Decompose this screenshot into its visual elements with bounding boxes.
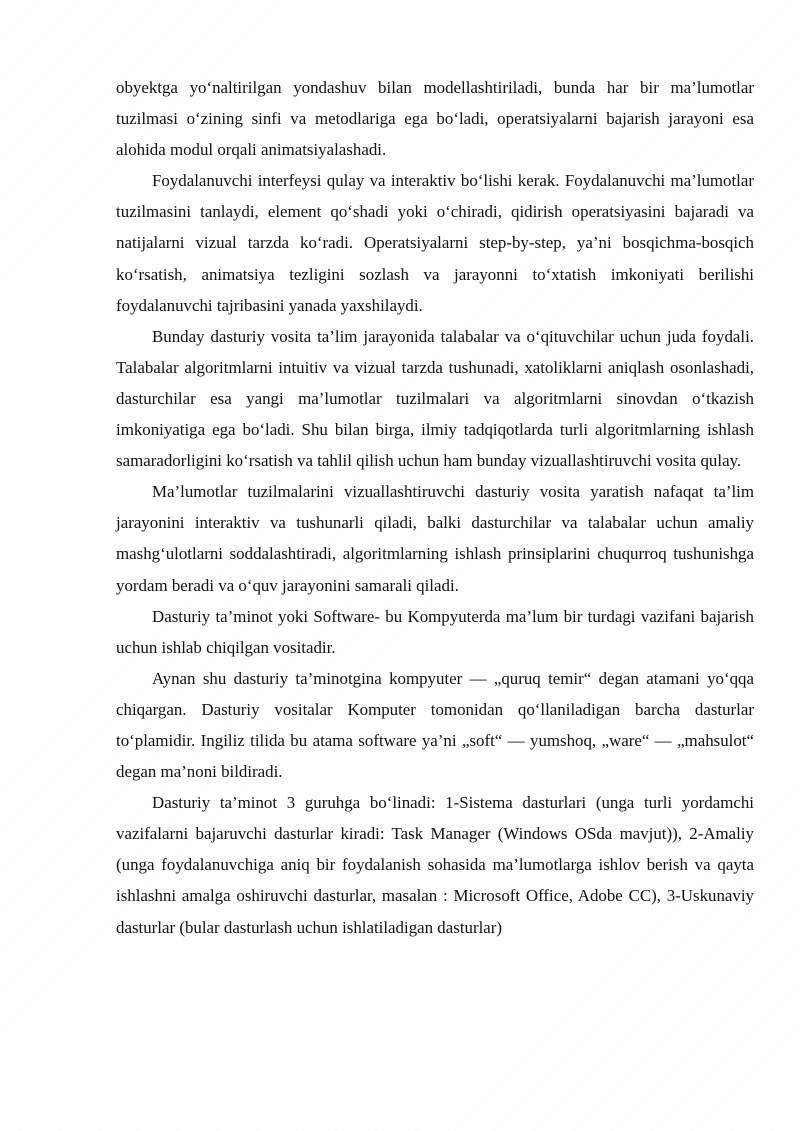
paragraph-3: Bunday dasturiy vosita ta’lim jarayonida talabalar va o‘qituvchilar uchun juda foydali. Talabalar algoritmlarni intuitiv va vizual tarzda tushunadi, xatoliklarni aniqlash osonlashadi, dasturchilar esa yangi ma’lumotlar tuzilmalari va algoritmlarni sinovdan o‘tkazish imkoniyatiga ega bo‘ladi. Shu bilan birga, ilmiy tadqiqotlarda turli algoritmlarning ishlash samaradorligini ko‘rsatish va tahlil qilish uchun ham bunday vizuallashtiruvchi vosita qulay.: [116, 326, 754, 471]
paragraph-4: Ma’lumotlar tuzilmalarini vizuallashtiruvchi dasturiy vosita yaratish nafaqat ta’lim jarayonini interaktiv va tushunarli qiladi, balki dasturchilar va talabalar uchun amaliy mashg‘ulotlarni soddalashtiradi, algoritmlarning ishlash prinsiplarini chuqurroq tushunishga yordam beradi va o‘quv jarayonini samarali qiladi.: [116, 482, 754, 595]
paragraph-5: Dasturiy ta’minot yoki Software- bu Kompyuterda ma’lum bir turdagi vazifani bajarish uchun ishlab chiqilgan vositadir.: [116, 606, 754, 657]
paragraph-1: obyektga yo‘naltirilgan yondashuv bilan modellashtiriladi, bunda har bir ma’lumotlar tuzilmasi o‘zining sinfi va metodlariga ega bo‘ladi, operatsiyalarni bajarish jarayoni esa alohida modul orqali animatsiyalashadi.: [116, 78, 754, 160]
paragraph-6: Aynan shu dasturiy ta’minotgina kompyuter — „quruq temir“ degan atamani yo‘qqa chiqargan. Dasturiy vositalar Komputer tomonidan qo‘llaniladigan barcha dasturlar to‘plamidir. Ingiliz tilida bu atama software ya’ni „soft“ — yumshoq, „ware“ — „mahsulot“ degan ma’noni bildiradi.: [116, 668, 754, 782]
document-body: [116, 72, 754, 943]
paragraph-7: Dasturiy ta’minot 3 guruhga bo‘linadi: 1-Sistema dasturlari (unga turli yordamchi vazifalarni bajaruvchi dasturlar kiradi: Task Manager (Windows OSda mavjut)), 2-Amaliy (unga foydalanuvchiga aniq bir foydalanish sohasida ma’lumotlarga ishlov berish va qayta ishlashni amalga oshiruvchi dasturlar, masalan : Microsoft Office, Adobe CC), 3-Uskunaviy dasturlar (bular dasturlash uchun ishlatiladigan dasturlar): [116, 793, 754, 937]
paragraph-2: Foydalanuvchi interfeysi qulay va interaktiv bo‘lishi kerak. Foydalanuvchi ma’lumotlar tuzilmasini tanlaydi, element qo‘shadi yoki o‘chiradi, qidirish operatsiyasini bajaradi va natijalarni vizual tarzda ko‘radi. Operatsiyalarni step-by-step, ya’ni bosqichma-bosqich ko‘rsatish, animatsiya tezligini sozlash va jarayonni to‘xtatish imkoniyati berilishi foydalanuvchi tajribasini yanada yaxshilaydi.: [116, 171, 754, 315]
